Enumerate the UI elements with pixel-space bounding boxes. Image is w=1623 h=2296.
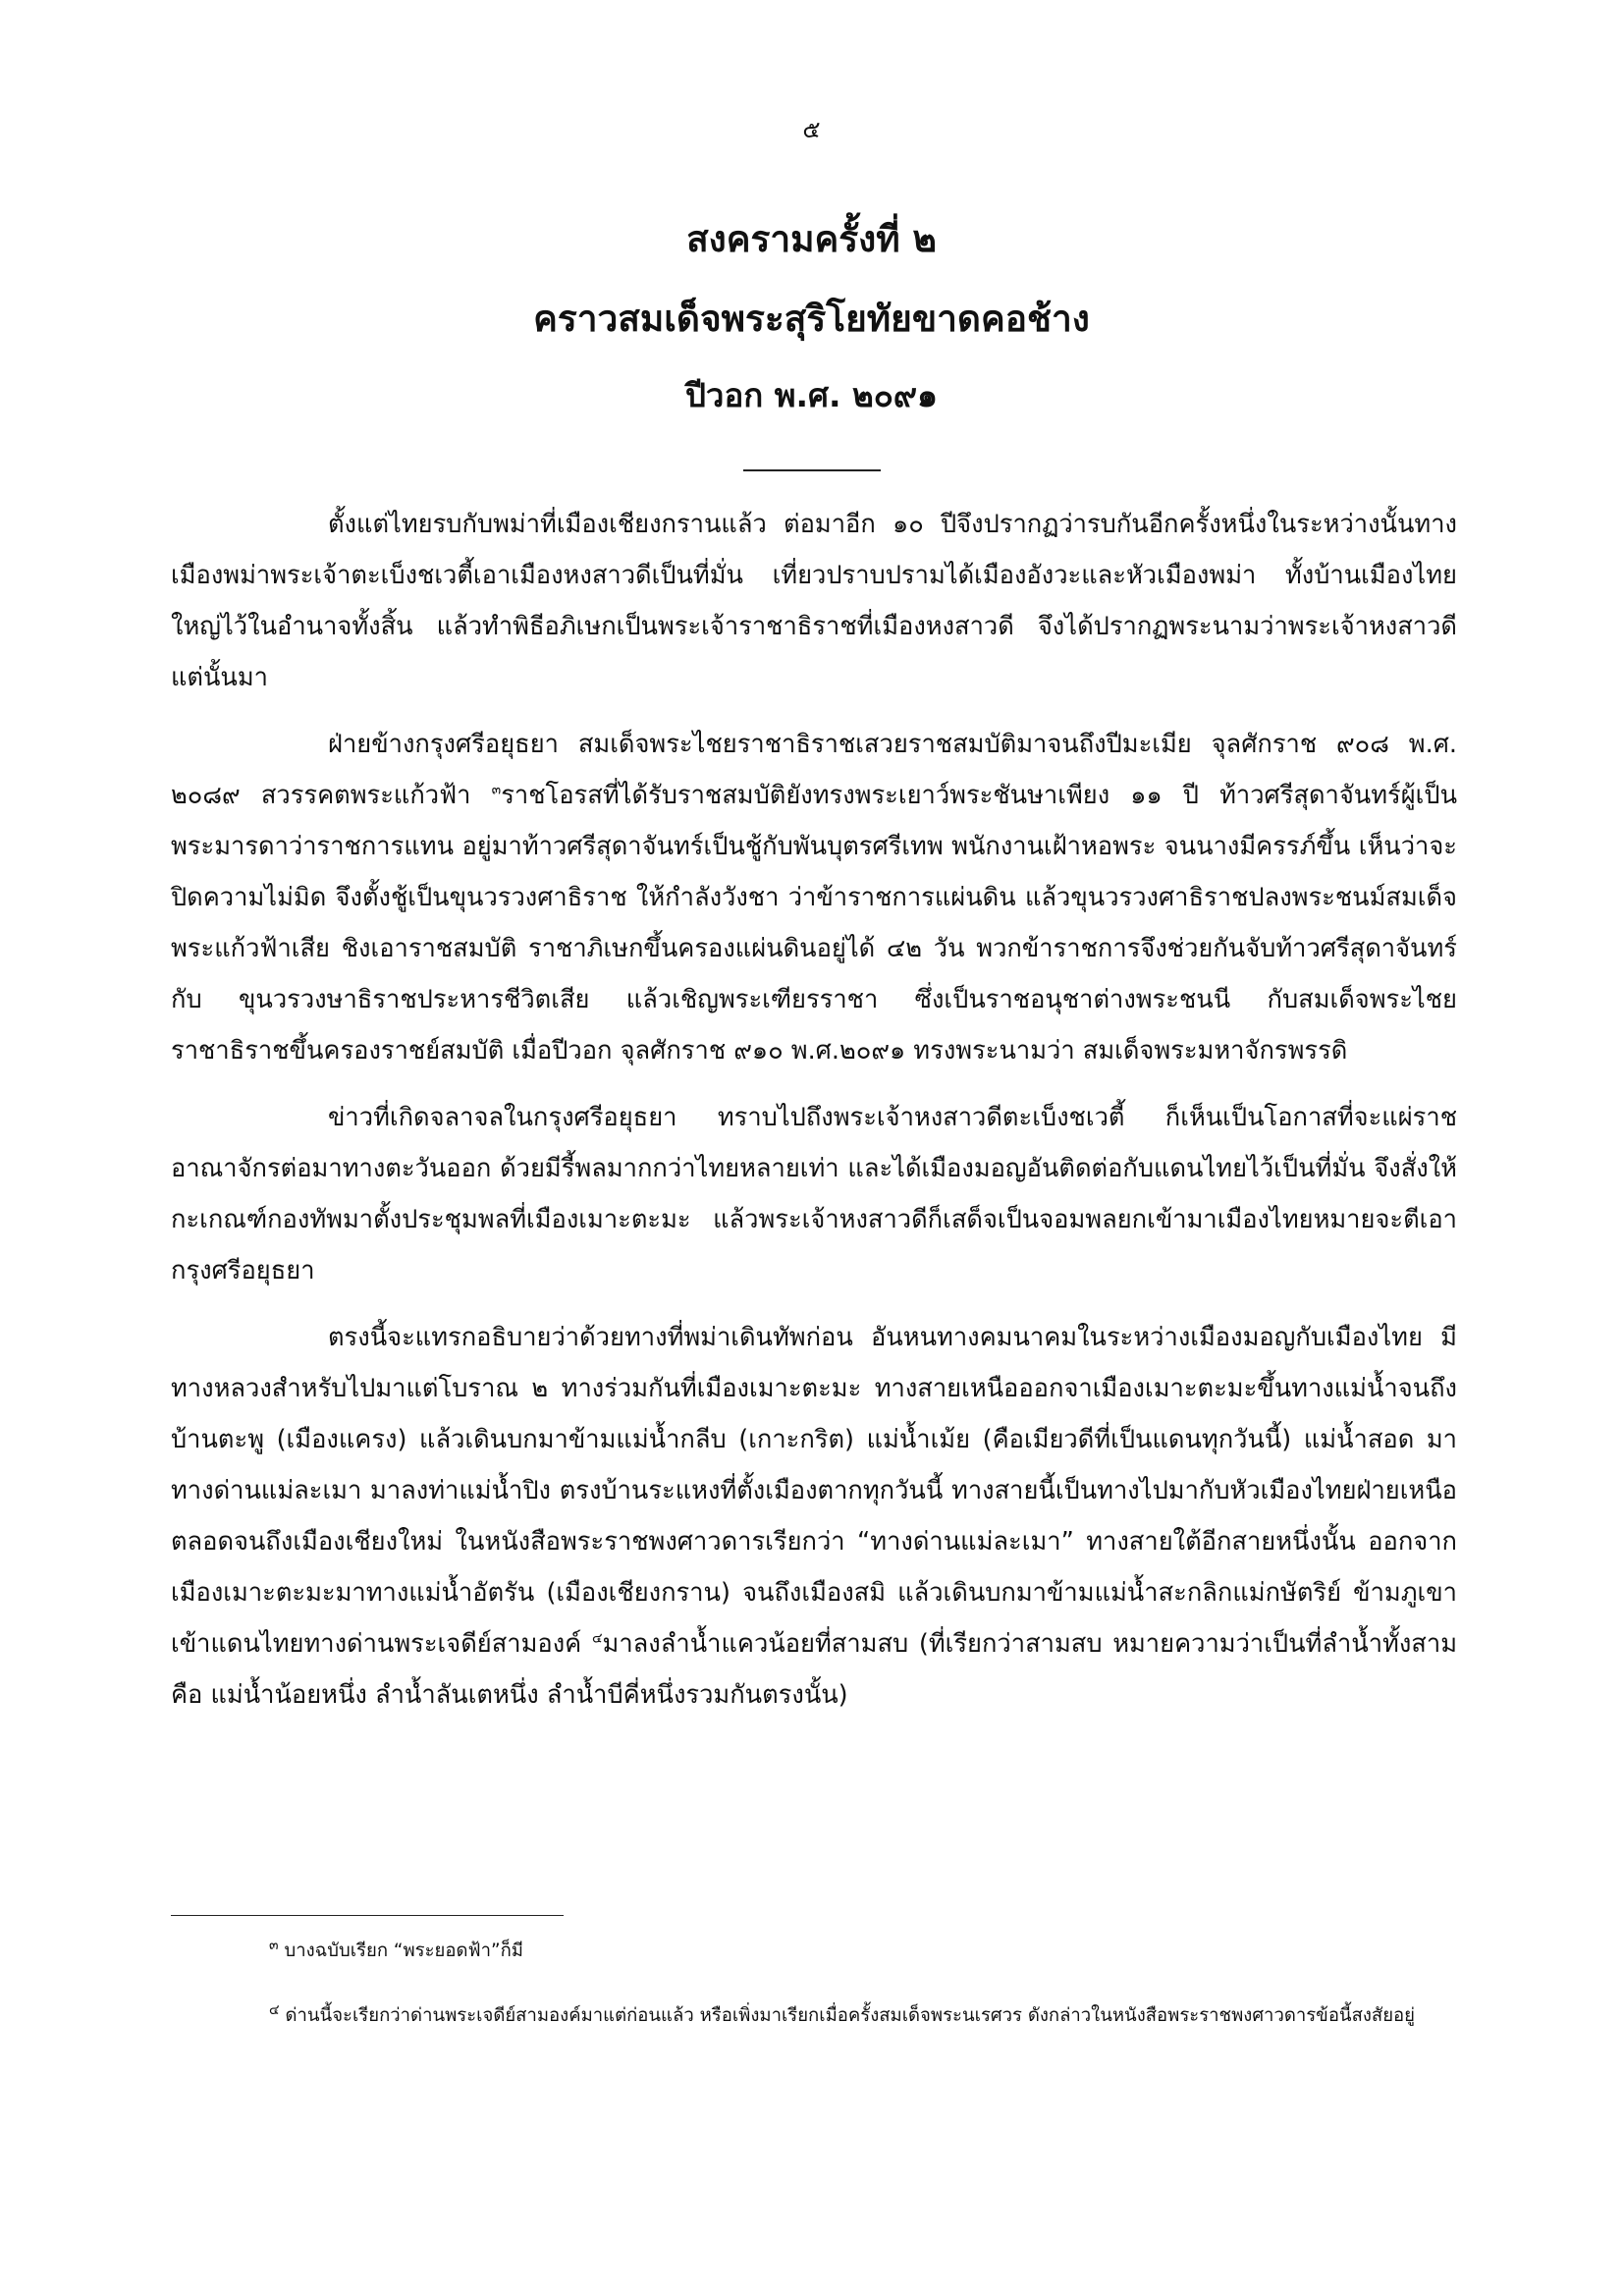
footnote-ref: ๓ [491, 782, 502, 798]
chapter-subtitle: คราวสมเด็จพระสุริโยทัยขาดคอช้าง [533, 298, 1090, 340]
footnote-ref: ๔ [591, 1630, 603, 1647]
page-number: ๕ [802, 116, 821, 143]
paragraph: ข่าวที่เกิดจลาจลในกรุงศรีอยุธยา ทราบไปถึงพระเจ้าหงสาวดีตะเบ็งชเวตี้ ก็เห็นเป็นโอกาสที่จะแผ่ราชอาณาจักรต่อมาทางตะวันออก ด้วยมีรี้พลมากกว่าไทยหลายเท่า และได้เมืองมอญอันติดต่อกับแดนไทยไว้เป็นที่มั่น จึงสั่งให้กะเกณฑ์กองทัพมาตั้งประชุมพลที่เมืองเมาะตะมะ แล้วพระเจ้าหงสาวดีก็เสด็จเป็นจอมพลยกเข้ามาเมืองไทยหมายจะตีเอากรุงศรีอยุธยา [171, 1103, 1457, 1285]
paragraph: ตรงนี้จะแทรกอธิบายว่าด้วยทางที่พม่าเดินทัพก่อน อันหนทางคมนาคมในระหว่างเมืองมอญกับเมืองไทย มีทางหลวงสำหรับไปมาแต่โบราณ ๒ ทางร่วมกันที่เมืองเมาะตะมะ ทางสายเหนือออกจาเมืองเมาะตะมะขึ้นทางแม่น้ำจนถึงบ้านตะพู (เมืองแครง) แล้วเดินบกมาข้ามแม่น้ำกลีบ (เกาะกริต) แม่น้ำเม้ย (คือเมียวดีที่เป็นแดนทุกวันนี้) แม่น้ำสอด มาทางด่านแม่ละเมา มาลงท่าแม่น้ำปิง ตรงบ้านระแหงที่ตั้งเมืองตากทุกวันนี้ ทางสายนี้เป็นทางไปมากับหัวเมืองไทยฝ่ายเหนือตลอดจนถึงเมืองเชียงใหม่ ในหนังสือพระราชพงศาวดารเรียกว่า “ทางด่านแม่ละเมา” ทางสายใต้อีกสายหนึ่งนั้น ออกจากเมืองเมาะตะมะมาทางแม่น้ำอัตรัน (เมืองเชียงกราน) จนถึงเมืองสมิ แล้วเดินบกมาข้ามแม่น้ำสะกลิกแม่กษัตริย์ ข้ามภูเขาเข้าแดนไทยทางด่านพระเจดีย์สามองค์ $^๔$มาลงลำน้ำแควน้อยที่สามสบ (ที่เรียกว่าสามสบ หมายความว่าเป็นที่ลำน้ำทั้งสามคือ แม่น้ำน้อยหนึ่ง ลำน้ำลันเตหนึ่ง ลำน้ำบีคี่หนึ่งรวมกันตรงนั้น) [171, 1323, 1457, 1710]
chapter-title: สงครามครั้งที่ ๒ [686, 218, 937, 260]
footnotes [171, 1933, 1457, 2062]
paragraph: ตั้งแต่ไทยรบกับพม่าที่เมืองเชียงกรานแล้ว ต่อมาอีก ๑๐ ปีจึงปรากฏว่ารบกันอีกครั้งหนึ่งในระหว่างนั้นทางเมืองพม่าพระเจ้าตะเบ็งชเวตี้เอาเมืองหงสาวดีเป็นที่มั่น เที่ยวปราบปรามได้เมืองอังวะและหัวเมืองพม่า ทั้งบ้านเมืองไทยใหญ่ไว้ในอำนาจทั้งสิ้น แล้วทำพิธีอภิเษกเป็นพระเจ้าราชาธิราชที่เมืองหงสาวดี จึงได้ปรากฏพระนามว่าพระเจ้าหงสาวดี แต่นั้นมา [171, 510, 1457, 692]
footnote: $^๓$ บางฉบับเรียก “พระยอดฟ้า”ก็มี [269, 1937, 523, 1961]
footnote-mark: ๔ [269, 2001, 280, 2018]
footnote-mark: ๓ [269, 1937, 279, 1953]
paragraph: ฝ่ายข้างกรุงศรีอยุธยา สมเด็จพระไชยราชาธิราชเสวยราชสมบัติมาจนถึงปีมะเมีย จุลศักราช ๙๐๘ พ.ศ. ๒๐๘๙ สวรรคตพระแก้วฟ้า $^๓$ราชโอรสที่ได้รับราชสมบัติยังทรงพระเยาว์พระชันษาเพียง ๑๑ ปี ท้าวศรีสุดาจันทร์ผู้เป็นพระมารดาว่าราชการแทน อยู่มาท้าวศรีสุดาจันทร์เป็นชู้กับพันบุตรศรีเทพ พนักงานเฝ้าหอพระ จนนางมีครรภ์ขึ้น เห็นว่าจะปิดความไม่มิด จึงตั้งชู้เป็นขุนวรวงศาธิราช ให้กำลังวังชา ว่าข้าราชการแผ่นดิน แล้วขุนวรวงศาธิราชปลงพระชนม์สมเด็จพระแก้วฟ้าเสีย ชิงเอาราชสมบัติ ราชาภิเษกขึ้นครองแผ่นดินอยู่ได้ ๔๒ วัน พวกข้าราชการจึงช่วยกันจับท้าวศรีสุดาจันทร์ กับ ขุนวรวงษาธิราชประหารชีวิตเสีย แล้วเชิญพระเฑียรราชา ซึ่งเป็นราชอนุชาต่างพระชนนี กับสมเด็จพระไชยราชาธิราชขึ้นครองราชย์สมบัติ เมื่อปีวอก จุลศักราช ๙๑๐ พ.ศ.๒๐๙๑ ทรงพระนามว่า สมเด็จพระมหาจักรพรรดิ [171, 730, 1458, 1066]
footnote-divider [171, 1915, 564, 1916]
footnote: $^๔$ ด่านนี้จะเรียกว่าด่านพระเจดีย์สามองค์มาแต่ก่อนแล้ว หรือเพิ่งมาเรียกเมื่อครั้งสมเด็จพระนเรศวร ดังกล่าวในหนังสือพระราชพงศาวดารข้อนี้สงสัยอยู่ [269, 2001, 1415, 2026]
chapter-year: ปีวอก พ.ศ. ๒๐๙๑ [684, 376, 939, 414]
body-text [171, 499, 1457, 1736]
title-divider [743, 469, 881, 471]
